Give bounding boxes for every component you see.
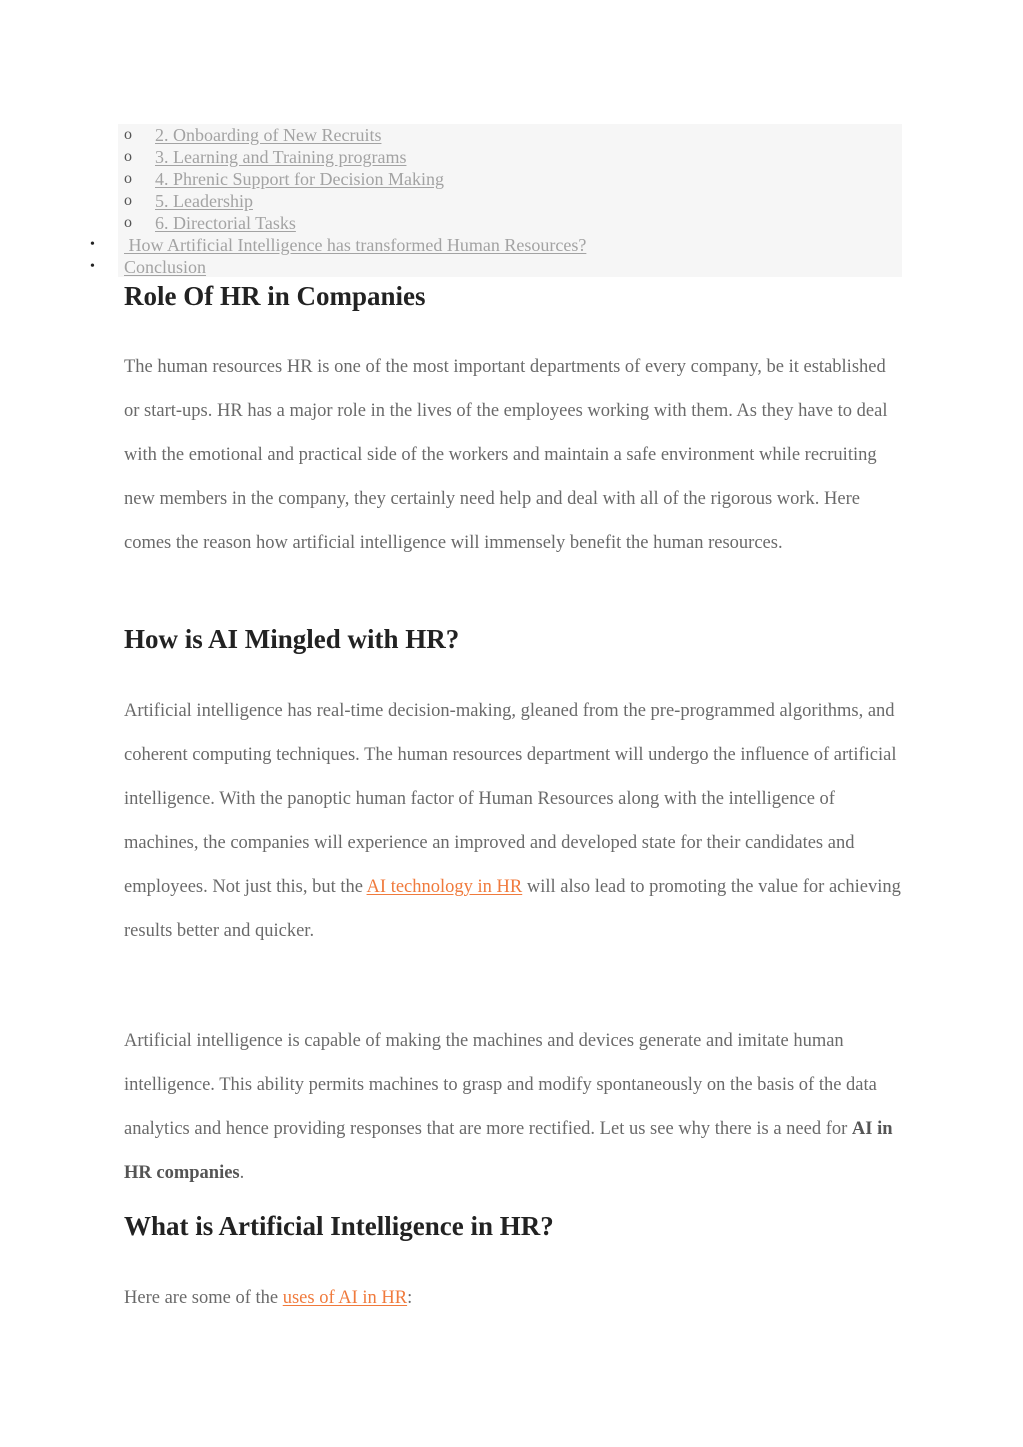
heading-ai-mingled: How is AI Mingled with HR?: [124, 624, 460, 654]
uses-of-ai-link[interactable]: uses of AI in HR: [282, 1288, 408, 1308]
ai-technology-link[interactable]: AI technology in HR: [366, 877, 523, 897]
sub-bullet-icon: o: [124, 170, 132, 187]
toc-link-onboarding[interactable]: 2. Onboarding of New Recruits: [155, 125, 382, 145]
toc-link-conclusion[interactable]: Conclusion: [124, 257, 207, 277]
toc-link-learning[interactable]: 3. Learning and Training programs: [155, 147, 407, 167]
paragraph-ai-mingled-2: [124, 1019, 904, 1195]
bullet-icon: •: [90, 259, 95, 274]
heading-role-of-hr: Role Of HR in Companies: [124, 281, 426, 311]
toc-link-phrenic[interactable]: 4. Phrenic Support for Decision Making: [155, 169, 444, 189]
sub-bullet-icon: o: [124, 126, 132, 143]
toc-link-transformed[interactable]: How Artificial Intelligence has transformed Human Resources?: [124, 235, 587, 255]
paragraph-role-of-hr: The human resources HR is one of the most important departments of every company, be it established or start-ups. HR has a major role in the lives of the employees working with them. As they have to deal with the emotional and practical side of the workers and maintain a safe environment while recruiting new members in the company, they certainly need help and deal with all of the rigorous work. Here comes the reason how artificial intelligence will immensely benefit the human resources.: [124, 357, 888, 553]
paragraph-ai-mingled-1: [124, 689, 904, 953]
paragraph-what-is-ai: [124, 1276, 904, 1320]
paragraph-text: :: [407, 1288, 413, 1308]
sub-bullet-icon: o: [124, 192, 132, 209]
paragraph-text: .: [239, 1163, 245, 1183]
bullet-icon: •: [90, 237, 95, 252]
paragraph-text: Artificial intelligence has real-time decision-making, gleaned from the pre-programmed algorithms, and coherent computing techniques. The human resources department will undergo the influence of artificial intelligence. With the panoptic human factor of Human Resources along with the intelligence of machines, the companies will experience an improved and developed state for their candidates and employees. Not just this, but the: [124, 701, 897, 897]
toc-link-directorial[interactable]: 6. Directorial Tasks: [155, 213, 296, 233]
paragraph-text: Artificial intelligence is capable of making the machines and devices generate and imitate human intelligence. This ability permits machines to grasp and modify spontaneously on the basis of the data analytics and hence providing responses that are more rectified. Let us see why there is a need for: [124, 1031, 877, 1139]
sub-bullet-icon: o: [124, 148, 132, 165]
paragraph-text: will also lead to promoting the value for achieving results better and quicker.: [124, 877, 901, 941]
toc-link-leadership[interactable]: 5. Leadership: [155, 191, 253, 211]
heading-what-is-ai: What is Artificial Intelligence in HR?: [124, 1211, 554, 1241]
bold-phrase: AI in HR companies: [124, 1119, 893, 1183]
paragraph-text: Here are some of the: [124, 1288, 283, 1308]
sub-bullet-icon: o: [124, 214, 132, 231]
